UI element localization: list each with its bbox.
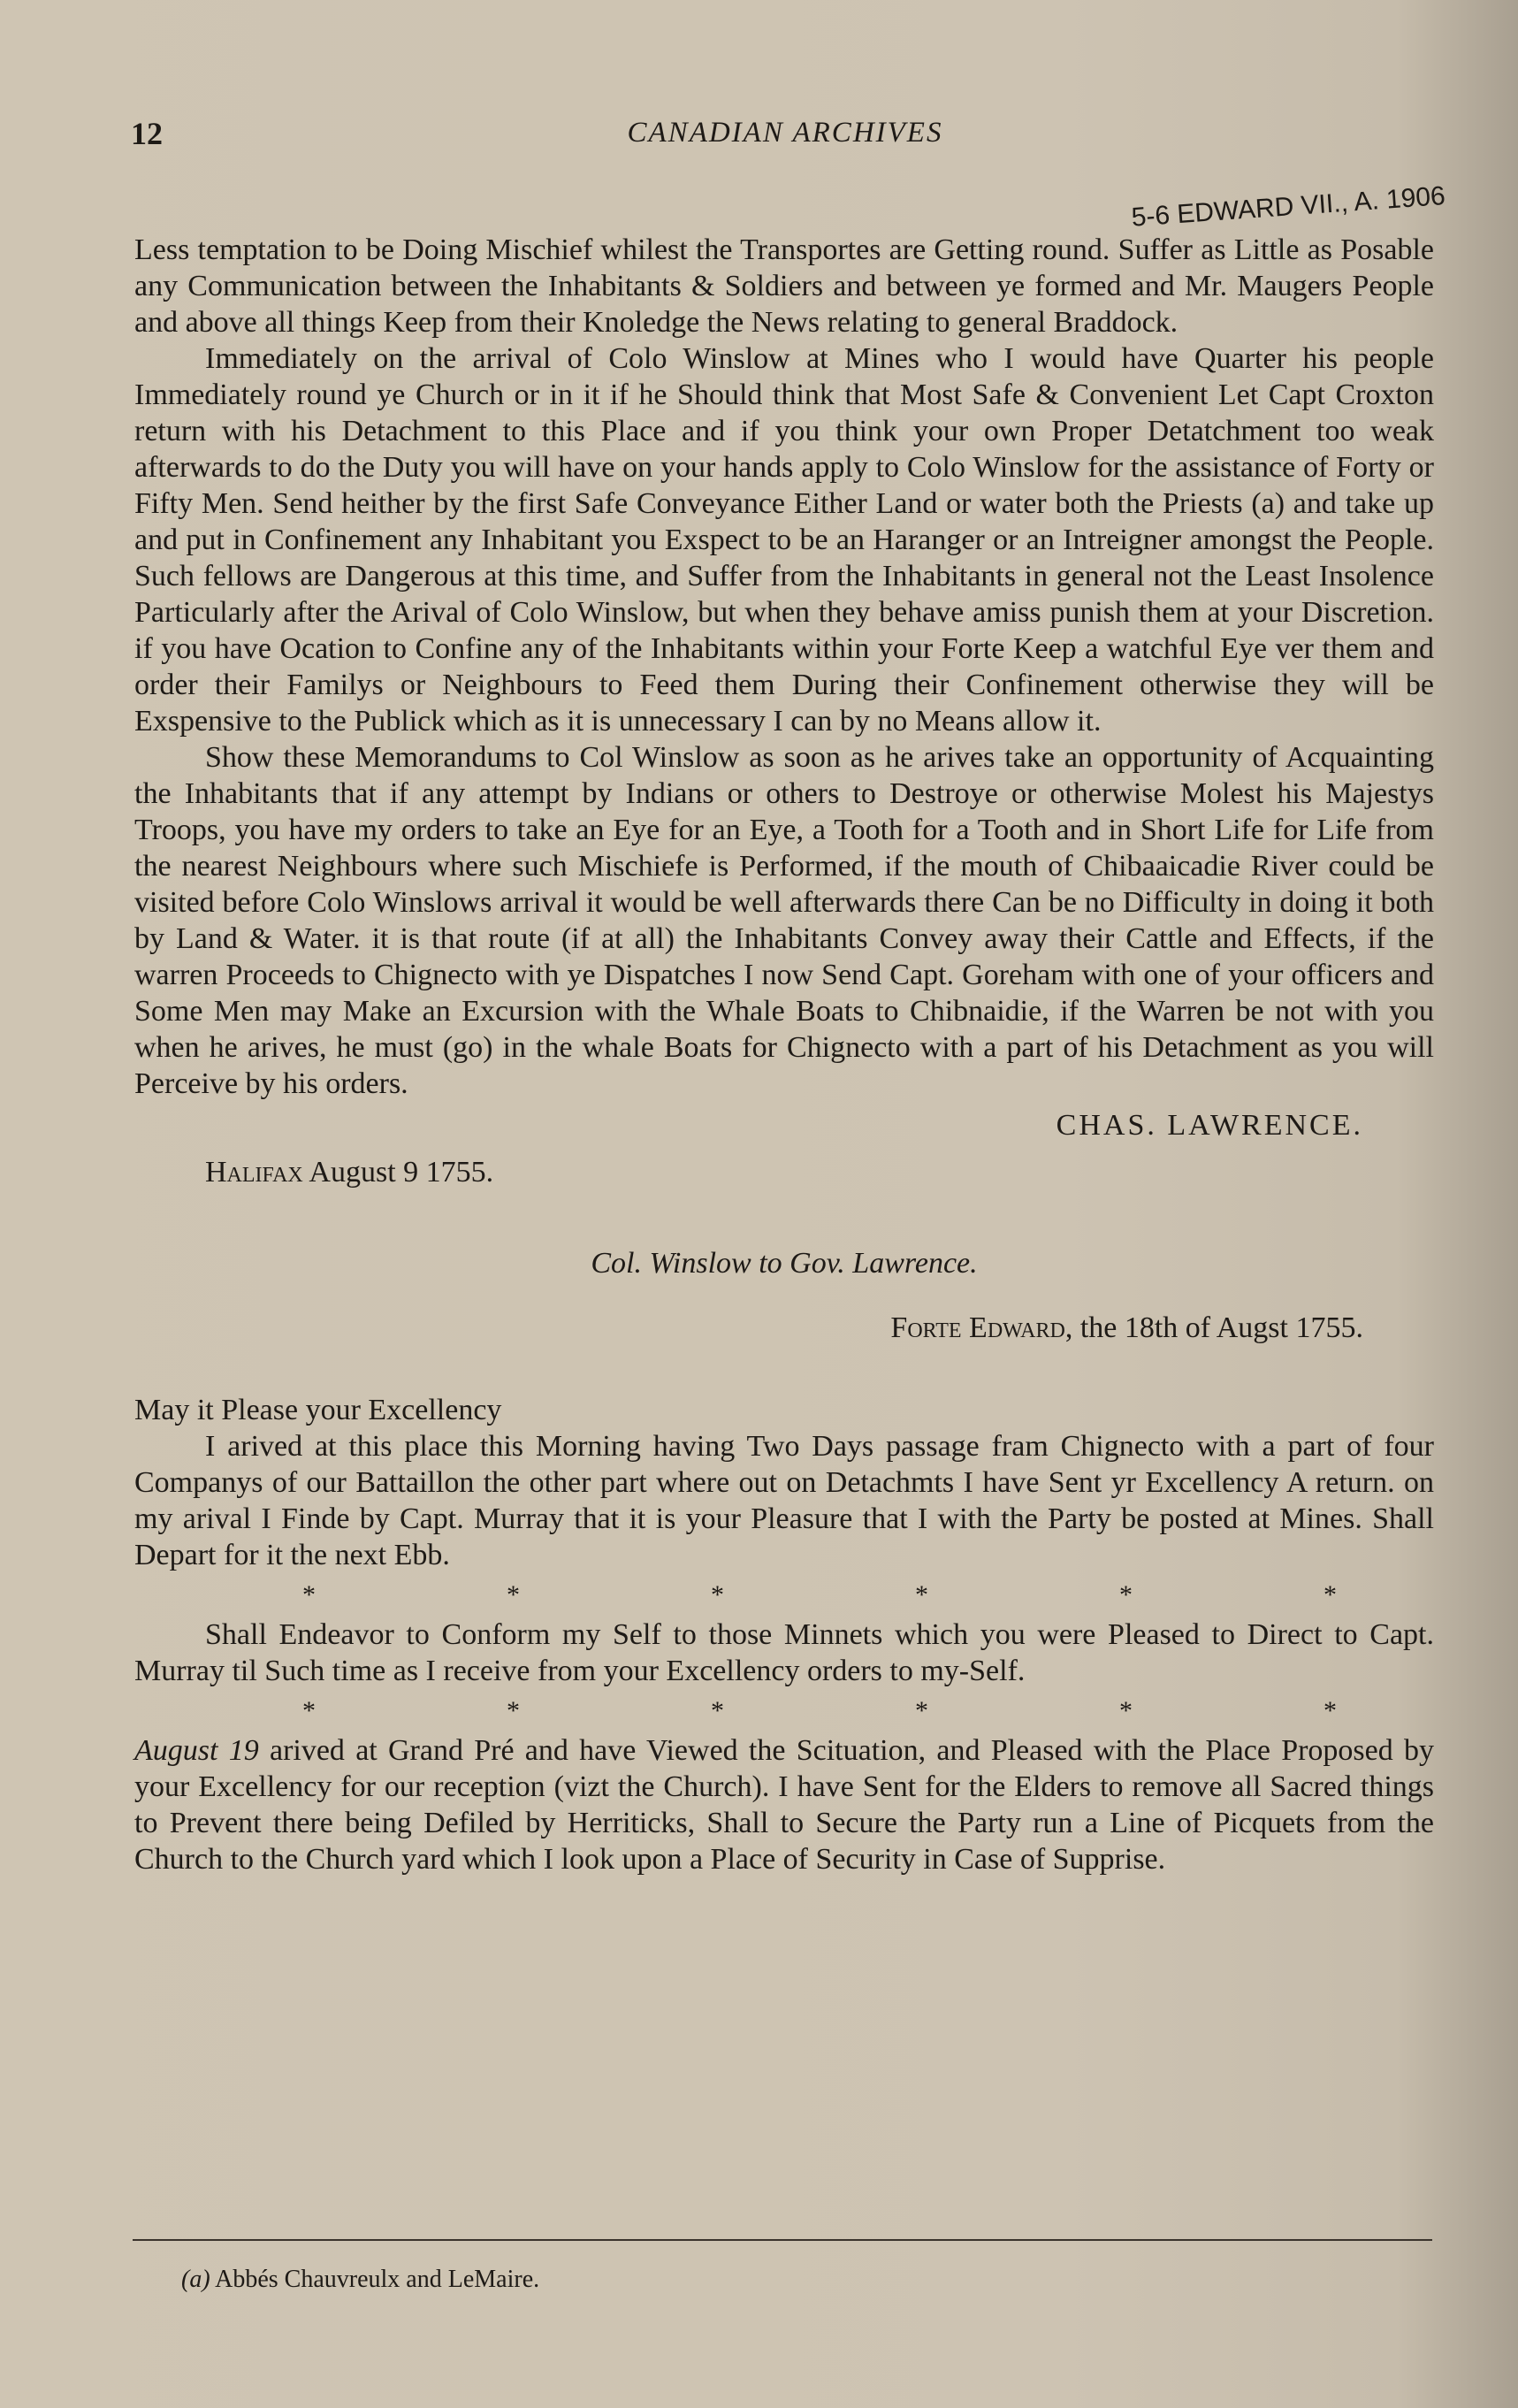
dateline <box>134 1310 1434 1346</box>
running-title: CANADIAN ARCHIVES <box>627 117 943 149</box>
salutation: May it Please your Excellency <box>134 1394 502 1426</box>
dateline-place: Halifax <box>205 1156 303 1189</box>
entry-date: August 19 <box>134 1734 259 1767</box>
signature: CHAS. LAWRENCE. <box>1056 1109 1363 1142</box>
body-text <box>134 232 1434 1877</box>
dateline-place: Forte Edward, <box>890 1311 1073 1344</box>
footnote-mark: (a) <box>181 2266 210 2293</box>
dateline-date: the 18th of Augst 1755. <box>1079 1311 1363 1344</box>
letter-heading: Col. Winslow to Gov. Lawrence. <box>591 1247 978 1280</box>
star: * <box>1119 1696 1133 1725</box>
page-header <box>131 115 1439 168</box>
star: * <box>507 1696 520 1725</box>
star: * <box>507 1580 520 1609</box>
star: * <box>1323 1696 1337 1725</box>
paragraph: Immediately on the arrival of Colo Winslow at Mines who I would have Quarter his people Immediately round ye Church or in it if he Should think that Most Safe & Convenient Let Capt Croxton return with his Detachment to this Place and if you think your own Proper Detatchment too weak afterwards to do the Duty you will have on your hands apply to Colo Winslow for the assistance of Forty or Fifty Men. Send heither by the first Safe Conveyance Either Land or water both the Priests (a) and take up and put in Confinement any Inhabitant you Exspect to be an Haranger or an Intreigner amongst the People. Such fellows are Dangerous at this time, and Suffer from the Inhabitants in general not the Least Insolence Particularly after the Arival of Colo Winslow, but when they behave amiss punish them at your Discretion. if you have Ocation to Confine any of the Inhabitants within your Forte Keep a watchful Eye ver them and order their Familys or Neighbours to Feed them During their Confinement otherwise they will be Exspensive to the Publick which as it is unnecessary I can by no Means allow it. <box>134 342 1434 738</box>
dateline <box>205 1154 1434 1190</box>
star: * <box>915 1696 928 1725</box>
paragraph: Less temptation to be Doing Mischief whilest the Transportes are Getting round. Suffer as Little as Posable any Communication between the Inhabitants & Soldiers and between ye formed and Mr. Maugers People and above all things Keep from their Knoledge the News relating to general Braddock. <box>134 233 1434 339</box>
entry-text: arived at Grand Pré and have Viewed the Scituation, and Pleased with the Place Proposed by your Excellency for our reception (vizt the Church). I have Sent for the Elders to remove all Sacred things to Prevent there being Defiled by Herriticks, Shall to Secure the Party run a Line of Picquets from the Church to the Church yard which I look upon a Place of Security in Case of Supprise. <box>134 1734 1435 1876</box>
footnote-text: Abbés Chauvreulx and LeMaire. <box>215 2266 540 2293</box>
paragraph <box>134 1732 1434 1877</box>
paragraph: Shall Endeavor to Conform my Self to those Minnets which you were Pleased to Direct to Capt. Murray til Such time as I receive from your Excellency orders to my-Self. <box>134 1618 1434 1687</box>
star: * <box>302 1696 316 1725</box>
star: * <box>1119 1580 1133 1609</box>
star: * <box>302 1580 316 1609</box>
star: * <box>711 1580 724 1609</box>
footnote <box>181 2266 539 2294</box>
page-number: 12 <box>131 116 163 151</box>
session-label: 5-6 EDWARD VII., A. 1906 <box>1130 181 1447 233</box>
star: * <box>915 1580 928 1609</box>
star: * <box>711 1696 724 1725</box>
paragraph: Show these Memorandums to Col Winslow as soon as he arives take an opportunity of Acquainting the Inhabitants that if any attempt by Indians or others to Destroye or otherwise Molest his Majestys Troops, you have my orders to take an Eye for an Eye, a Tooth for a Tooth and in Short Life for Life from the nearest Neighbours where such Mischiefe is Performed, if the mouth of Chibaaicadie River could be visited before Colo Winslows arrival it would be well afterwards there Can be no Difficulty in doing it both by Land & Water. it is that route (if at all) the Inhabitants Convey away their Cattle and Effects, if the warren Proceeds to Chignecto with ye Dispatches I now Send Capt. Goreham with one of your officers and Some Men may Make an Excursion with the Whale Boats to Chibnaidie, if the Warren be not with you when he arives, he must (go) in the whale Boats for Chignecto with a part of his Detachment as you will Perceive by his orders. <box>134 741 1434 1100</box>
ellipsis-stars <box>134 1577 1434 1613</box>
ellipsis-stars <box>134 1693 1434 1729</box>
paragraph: I arived at this place this Morning having Two Days passage fram Chignecto with a part of four Companys of our Battaillon the other part where out on Detachmts I have Sent yr Excellency A return. on my arival I Finde by Capt. Murray that it is your Pleasure that I with the Party be posted at Mines. Shall Depart for it the next Ebb. <box>134 1430 1434 1571</box>
footnote-divider <box>133 2239 1432 2241</box>
dateline-date: August 9 1755. <box>309 1156 494 1189</box>
star: * <box>1323 1580 1337 1609</box>
